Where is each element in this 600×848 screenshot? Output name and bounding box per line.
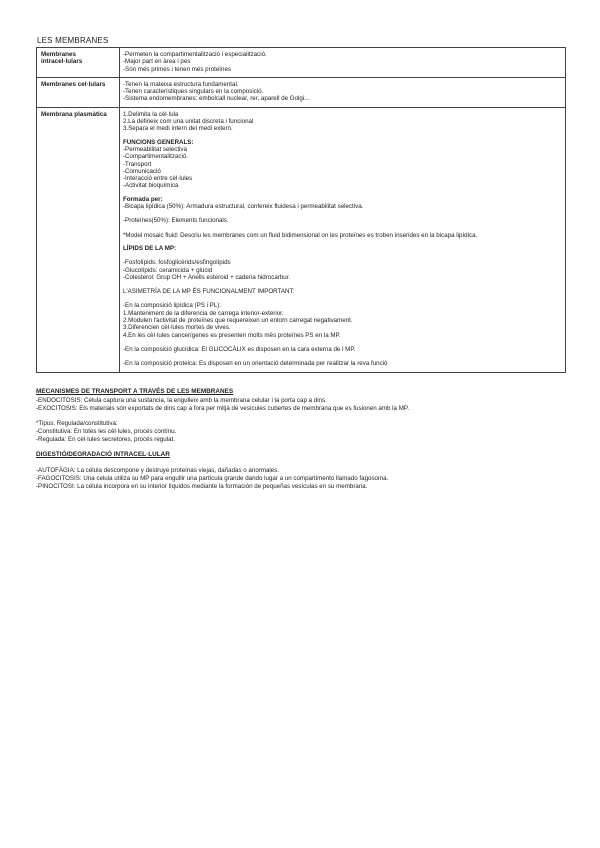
text-line: 1.Manteniment de la diferencia de carrega interior-exterior. xyxy=(123,309,284,317)
row-label-cellular: Membranes cel·lulars xyxy=(37,77,120,107)
text-line: -ENDOCITOSIS: Célula captura una sustancia, la engulleix amb la membrana celular i la porta cap a dins. xyxy=(36,396,327,404)
document-title: LES MEMBRANES xyxy=(37,36,109,45)
table-row xyxy=(37,107,566,372)
digestio-heading: DIGESTIÓ/DEGRADACIÓ INTRACEL·LULAR xyxy=(36,450,170,458)
text-line: -EXOCITOSIS: Els materials són exportats de dins cap a fora per mitjà de vesícules cubertes de membrana que es fusionen amb la MP. xyxy=(36,404,409,412)
funcions-heading: FUNCIONS GENERALS: xyxy=(123,138,194,146)
text-line: 4.En les cèl·lules cancerígenes es presenten molts més proteïnes PS en la MP. xyxy=(123,331,341,339)
formada-heading: Formada per: xyxy=(123,195,163,203)
text-line: -Fosfolípids: fosfoglicèrids/esfingolípids xyxy=(123,259,231,267)
text-line: -Proteïnes(50%): Elements funcionals. xyxy=(123,217,229,225)
text-line: -Colesterol: Grup OH + Anells esteroid + cadena hidrocarbur. xyxy=(123,273,291,281)
text-line: -Regulada: En cèl·lules secretores, procés regulat. xyxy=(36,436,175,444)
text-line: -AUTOFÀGIA: La célula descompone y destruye proteínas viejas, dañadas o anormales. xyxy=(36,466,280,474)
text-line: -Bicapa lipídica (50%): Armadura estructural, confereix fluidesa i permeabilitat selectiva. xyxy=(123,203,364,211)
text-line: -En la composició proteica: Es disposen en un orientació determinada per realitzar la reva funció xyxy=(123,360,388,368)
text-line: -Interacció entre cèl·lules xyxy=(123,175,193,183)
text-line: *Tipus: Regulada/constitutiva: xyxy=(36,419,118,427)
table-row xyxy=(37,77,566,107)
row-content-intracellular xyxy=(120,48,566,78)
text-line: -Constitutiva: En totes les cèl·lules, procés contínu. xyxy=(36,428,177,436)
text-line: -Compartimentalització. xyxy=(123,153,188,161)
text-line: -Permeabilitat selectiva xyxy=(123,145,187,153)
text-line: 3.Diferencien cèl·lules mortes de vives. xyxy=(123,324,231,332)
model-note: *Model mosaic fluid: Descriu les membranes com un fluid bidimensional on les proteïnes es troben inserides en la bicapa lipídica. xyxy=(123,231,478,239)
text-line: -Tenen la mateixa estructura fundamental. xyxy=(123,80,239,88)
text-line: 1.Delimita la cèl·lula xyxy=(123,110,179,118)
text-line: -En la composició glucídica: El GLICOCÀLIX es disposen en la cara externa de l MP. xyxy=(123,345,356,353)
text-line: 2.Modulen l'activitat de proteïnes que requereixen un entorn carregat negativament. xyxy=(123,317,353,325)
transport-heading: MECANISMES DE TRANSPORT A TRAVÉS DE LES MEMBRANES xyxy=(36,387,234,395)
asimetria-heading: L'ASIMETRÍA DE LA MP ÉS FUNCIONALMENT IMPORTANT: xyxy=(123,288,295,296)
text-line: -Permeten la compartimentalització i especialització. xyxy=(123,51,267,58)
text-line: 3.Separa el medi intern del medi extern. xyxy=(123,125,233,133)
text-line: -Comunicació xyxy=(123,167,161,175)
text-line: -Major part en àrea i pes xyxy=(123,58,191,66)
text-line: -Activitat bioquímica xyxy=(123,182,179,190)
table-row xyxy=(37,48,566,78)
text-line: -FAGOCITOSIS: Una celula utiliza su MP para engullir una partícula grande dando lugar a un compartimento llamado fagosoma. xyxy=(36,474,389,482)
row-content-plasma xyxy=(120,107,566,372)
text-line: -Transport xyxy=(123,160,152,168)
text-line: -PINOCITOSI: La célula incorpora en su interior líquidos mediante la formación de pequeñas vesículas en su membrana. xyxy=(36,482,368,490)
document-page xyxy=(36,36,566,491)
row-label-intracellular: Membranes intracel·lulars xyxy=(37,48,120,78)
row-label-plasma: Membrana plasmàtica xyxy=(37,107,120,372)
text-line: -Són més primes i tenen més proteïnes xyxy=(123,65,231,73)
text-line: 2.La defineix com una unitat discreta i funcional xyxy=(123,118,254,126)
row-content-cellular xyxy=(120,77,566,107)
membranes-table xyxy=(36,47,566,373)
text-line: -Sistema endomembranes: embolcall nuclear, rer, aparell de Golgi... xyxy=(123,95,310,103)
text-line: -En la composició lipídica (PS i PL): xyxy=(123,302,222,310)
lipids-heading: LÍPIDS DE LA MP: xyxy=(123,244,177,252)
text-line: -Glucolípids: ceramicida + glúcid xyxy=(123,266,213,274)
text-line: -Tenen característiques singulars en la composició. xyxy=(123,88,264,96)
